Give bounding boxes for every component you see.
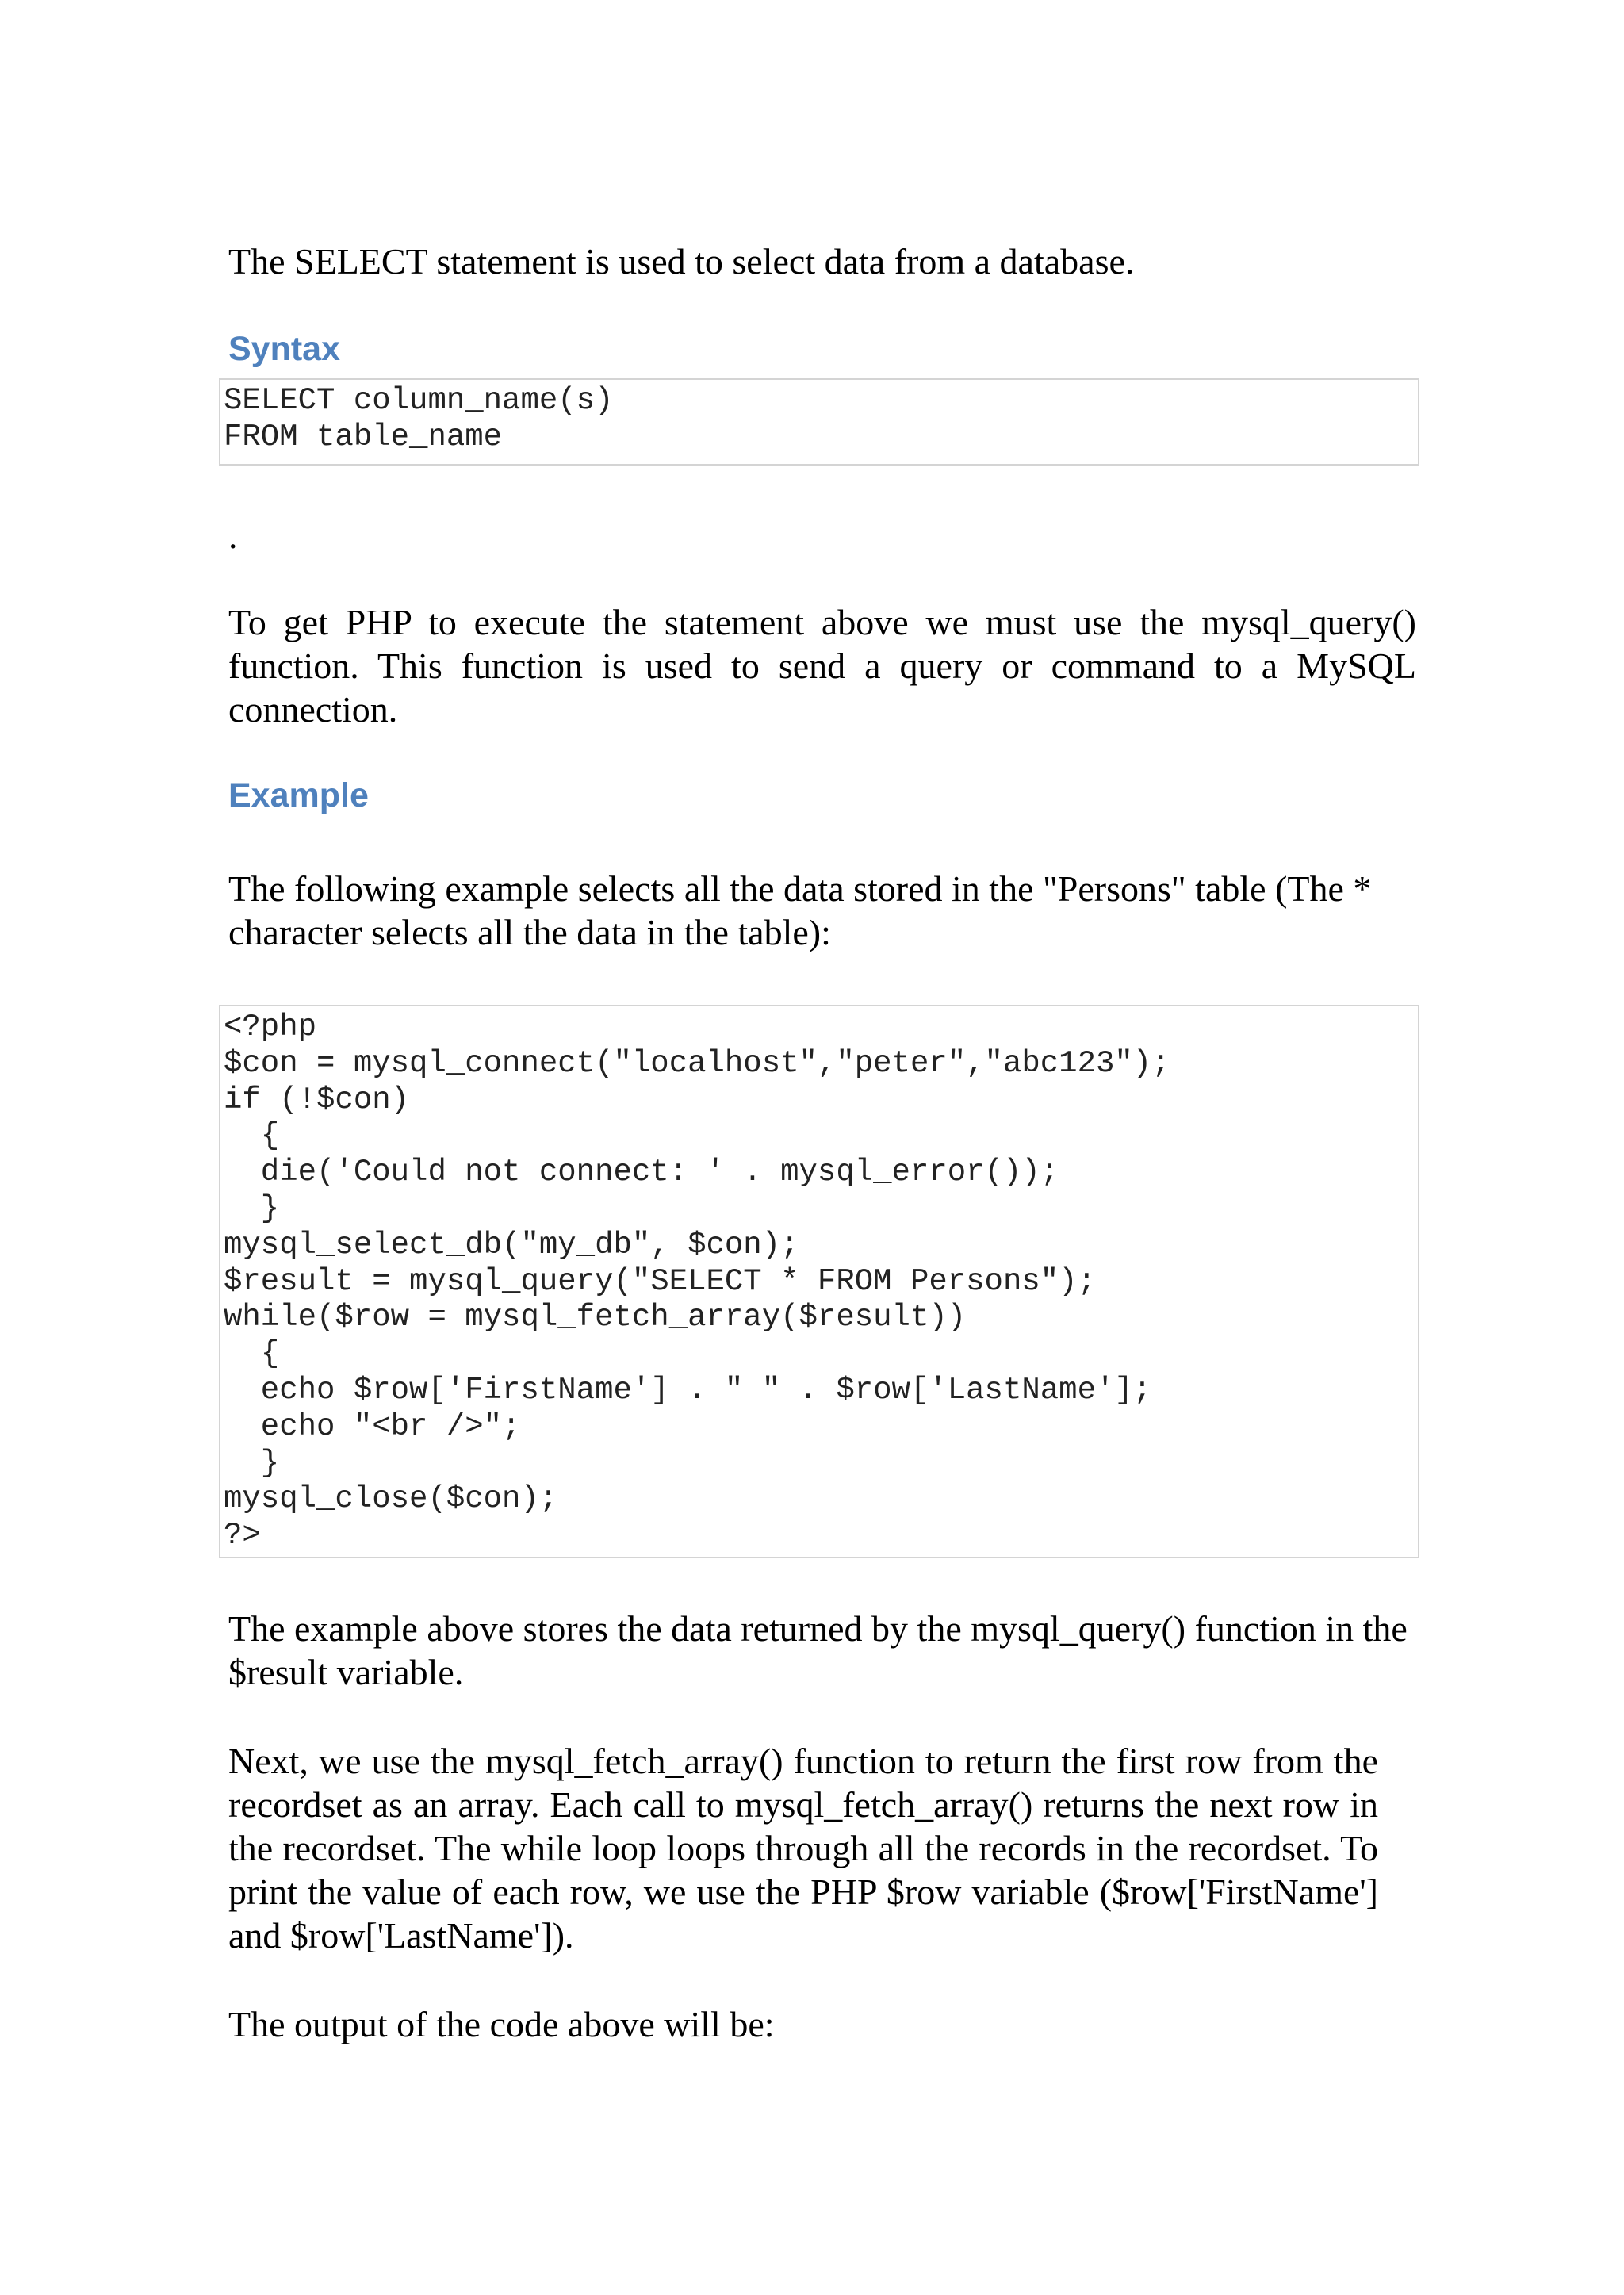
code-line: if (!$con) bbox=[224, 1082, 410, 1117]
dot-paragraph: . bbox=[228, 515, 238, 556]
code-line: SELECT column_name(s) bbox=[224, 383, 614, 418]
code-line: mysql_select_db("my_db", $con); bbox=[224, 1227, 799, 1262]
query-paragraph: To get PHP to execute the statement above we must use the mysql_query() function. This function is used to send a query or command to a MySQL connection. bbox=[228, 602, 1416, 730]
code-line: while($row = mysql_fetch_array($result)) bbox=[224, 1300, 967, 1335]
code-line: ?> bbox=[224, 1518, 261, 1554]
result-paragraph: The example above stores the data returned by the mysql_query() function in the $result variable. bbox=[228, 1608, 1408, 1692]
syntax-code-block bbox=[219, 378, 1419, 466]
code-line: { bbox=[224, 1118, 280, 1154]
code-line: echo $row['FirstName'] . " " . $row['LastName']; bbox=[224, 1372, 1152, 1408]
intro-paragraph: The SELECT statement is used to select data from a database. bbox=[228, 241, 1135, 282]
example-heading: Example bbox=[228, 776, 369, 814]
output-paragraph: The output of the code above will be: bbox=[228, 2004, 775, 2044]
code-line: echo "<br />"; bbox=[224, 1408, 521, 1444]
code-line: mysql_close($con); bbox=[224, 1481, 558, 1517]
syntax-heading: Syntax bbox=[228, 330, 341, 368]
fetch-paragraph: Next, we use the mysql_fetch_array() function to return the first row from the recordset as an array. Each call to mysql_fetch_array() returns the next row in the recordset. The while loop loops through all the records in the recordset. To print the value of each row, we use the PHP $row variable ($row['FirstName'] and $row['LastName']). bbox=[228, 1741, 1378, 1956]
example-intro-paragraph: The following example selects all the data stored in the "Persons" table (The * character selects all the data in the table): bbox=[228, 868, 1372, 952]
code-line: FROM table_name bbox=[224, 419, 503, 454]
code-line: die('Could not connect: ' . mysql_error()); bbox=[224, 1155, 1059, 1190]
example-code-block bbox=[219, 1005, 1419, 1558]
code-line: } bbox=[224, 1190, 280, 1226]
code-line: $result = mysql_query("SELECT * FROM Persons"); bbox=[224, 1263, 1096, 1299]
code-line: $con = mysql_connect("localhost","peter","abc123"); bbox=[224, 1045, 1170, 1081]
code-line: } bbox=[224, 1445, 280, 1481]
code-line: { bbox=[224, 1336, 280, 1372]
code-line: <?php bbox=[224, 1010, 317, 1044]
